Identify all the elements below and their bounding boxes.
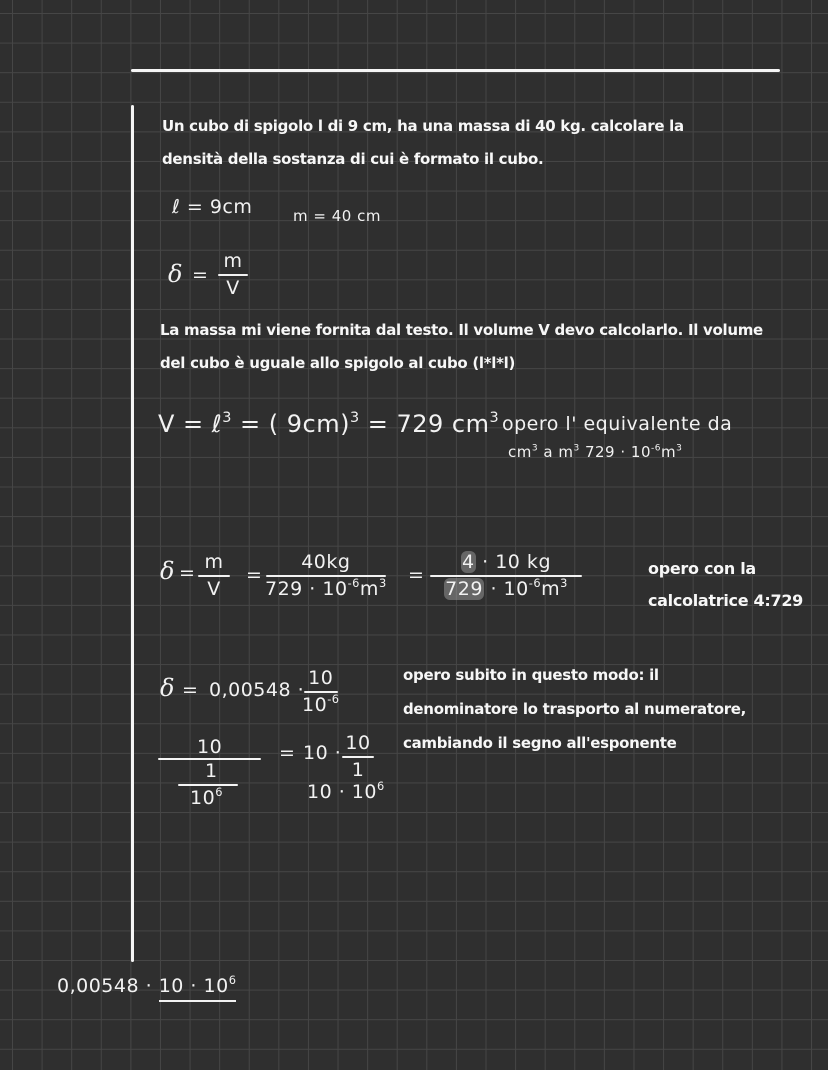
result-value: 0,00548 ·: [209, 679, 305, 701]
top-horizontal-rule: [131, 69, 780, 72]
equals-sign: =: [192, 264, 209, 286]
explanation-line-1: La massa mi viene fornita dal testo. Il volume V devo calcolarlo. Il volume: [160, 321, 763, 339]
complex-fraction-mid: 1: [205, 760, 218, 782]
density-fraction: [218, 251, 248, 299]
complex-fraction-sub-bar: [178, 784, 238, 786]
result-eq: =: [182, 679, 199, 701]
given-edge: ℓ = 9cm: [172, 196, 253, 218]
complex-fraction-bottom: $10^6$: [190, 785, 223, 809]
density-calc-eq-2: =: [246, 564, 263, 586]
highlight-729: 729: [445, 577, 483, 600]
density-calc-note-line-2: calcolatrice 4:729: [648, 591, 803, 610]
rhs-bottom: $10 \cdot 10^6$: [307, 779, 385, 803]
result-note-line-1: opero subito in questo modo: il: [403, 666, 659, 684]
left-margin-rule: [131, 105, 134, 962]
result-note-line-3: cambiando il segno all'esponente: [403, 734, 677, 752]
volume-equation: V = ℓ$^3$ = ( 9cm)$^3$ = 729 $cm^3$: [158, 409, 500, 438]
given-mass: m = 40 cm: [293, 207, 381, 225]
fraction-denominator: V: [226, 276, 240, 299]
footer-calculation: $0,00548 \cdot 10 \cdot 10^6$: [57, 975, 236, 997]
complex-eq: =: [279, 742, 296, 764]
problem-text-line-1: Un cubo di spigolo l di 9 cm, ha una massa di 40 kg. calcolare la: [162, 117, 684, 135]
complex-fraction-top: 10: [197, 736, 223, 758]
rhs-fraction: 10 1: [342, 733, 374, 781]
volume-note-line-2: $cm^3$ a $m^3$ $729 \cdot 10^{-6}m^3$: [508, 443, 683, 461]
volume-note-line-1: opero l' equivalente da: [502, 413, 733, 435]
result-note-line-2: denominatore lo trasporto al numeratore,: [403, 700, 747, 718]
density-calc-eq-1: =: [179, 562, 196, 584]
problem-text-line-2: densità della sostanza di cui è formato il cubo.: [162, 150, 544, 168]
rhs-prefix: 10 ·: [303, 742, 342, 764]
density-calc-note-line-1: opero con la: [648, 559, 756, 578]
highlight-4: 4: [462, 551, 475, 573]
fraction-bar: [218, 274, 248, 276]
density-calc-symbol: δ: [160, 557, 175, 585]
density-calc-fraction-2: 40kg $729 \cdot 10^{-6}m^3$: [265, 551, 387, 600]
density-calc-fraction-1: m V: [198, 552, 230, 600]
result-fraction: 10 $10^{-6}$: [302, 667, 340, 716]
density-calc-eq-3: =: [408, 564, 425, 586]
fraction-numerator: m: [223, 250, 243, 272]
result-density-symbol: δ: [160, 674, 175, 702]
density-symbol: δ: [168, 260, 183, 288]
explanation-line-2: del cubo è uguale allo spigolo al cubo (l*l*l): [160, 354, 516, 372]
density-calc-fraction-3: 4 · 10 kg $729 \cdot 10^{-6}m^3$: [430, 552, 582, 600]
footer-underlined: $10 \cdot 10^6$: [159, 975, 237, 1002]
